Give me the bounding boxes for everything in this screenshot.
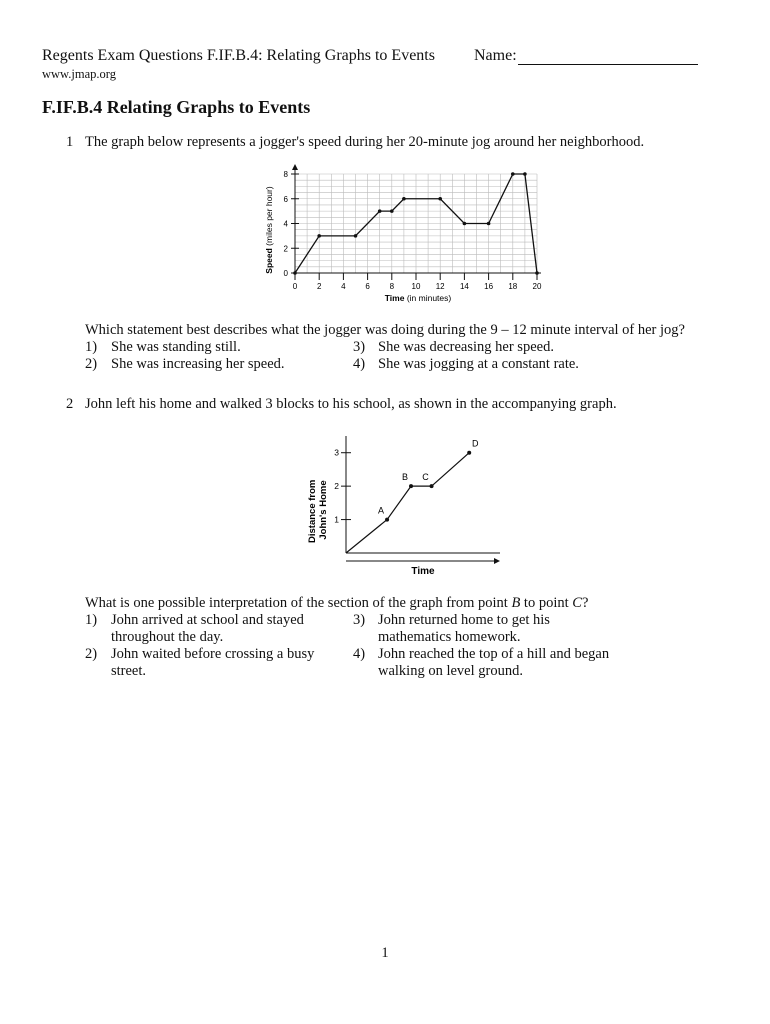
data-point [487, 222, 491, 226]
name-label: Name: [474, 47, 517, 64]
x-tick-label: 14 [459, 282, 469, 291]
question-2-prompt: What is one possible interpretation of the section of the graph from point B to point C? [85, 595, 589, 611]
chart2-points [378, 439, 479, 522]
q2-option-1-text: John arrived at school and stayed throughout the day. [111, 612, 304, 645]
data-point [390, 209, 394, 213]
point-b [409, 484, 413, 488]
y-tick-label: 6 [283, 194, 288, 204]
q2-option-4-text: John reached the top of a hill and began walking on level ground. [378, 646, 610, 679]
q2-option-3-text: John returned home to get his mathematics homework. [378, 612, 550, 645]
x-tick-label: 20 [532, 282, 542, 291]
chart2-tick-labels [334, 448, 339, 525]
y-tick-label: 8 [283, 170, 288, 179]
point-c [430, 484, 434, 488]
y-tick-label: 0 [283, 269, 288, 278]
data-point [293, 271, 297, 275]
x-tick-label: 6 [365, 282, 370, 291]
page-number: 1 [381, 945, 389, 961]
x-tick-label: 8 [389, 282, 395, 291]
q1-option-1-num: 1) [85, 339, 98, 355]
y-tick-label: 3 [334, 447, 339, 458]
data-point [317, 234, 321, 238]
question-1-number: 1 [66, 134, 74, 150]
q2-option-4-num: 4) [353, 646, 366, 662]
data-point [511, 172, 515, 176]
point-d [467, 451, 471, 455]
time-arrow-head [494, 558, 500, 564]
chart1-y-axis-label: Speed (miles per hour) [264, 186, 274, 274]
chart2-x-axis-label: Time [411, 566, 435, 577]
data-point [354, 234, 358, 238]
y-tick-label: 1 [334, 514, 339, 525]
chart2-y-axis-label: Distance from John's Home [307, 479, 329, 543]
q1-option-3-text: She was decreasing her speed. [378, 339, 554, 355]
chart2-series-line [346, 453, 469, 553]
q2-option-2-text: John waited before crossing a busy street. [111, 646, 315, 679]
chart1-grid [295, 174, 537, 273]
point-label-c: C [422, 472, 429, 483]
q2-option-2-num: 2) [85, 646, 98, 662]
q2-option-3-num: 3) [353, 612, 366, 628]
chart2-axes [341, 436, 500, 564]
data-point [402, 197, 406, 201]
jogger-speed-chart [255, 158, 555, 308]
x-tick-label: 16 [484, 282, 494, 291]
question-2-number: 2 [66, 396, 74, 412]
q1-option-1-text: She was standing still. [111, 339, 241, 355]
data-point [535, 271, 539, 275]
q1-option-3-num: 3) [353, 339, 366, 355]
y-tick-label: 2 [283, 244, 288, 254]
point-label-b: B [402, 472, 409, 483]
data-point [378, 209, 382, 213]
header-title: Regents Exam Questions F.IF.B.4: Relating Graphs to Events [42, 47, 435, 64]
q2-option-1-num: 1) [85, 612, 98, 628]
data-point [523, 172, 527, 176]
chart1-x-axis-label: Time (in minutes) [384, 293, 452, 303]
x-tick-label: 0 [292, 282, 298, 291]
point-a [385, 518, 389, 522]
john-distance-chart [300, 428, 510, 580]
question-1-prompt: Which statement best describes what the jogger was doing during the 9 – 12 minute interval of her jog? [85, 322, 685, 338]
x-tick-label: 2 [316, 282, 322, 291]
y-tick-label: 2 [334, 481, 339, 492]
y-axis-arrow [292, 164, 298, 170]
point-label-d: D [471, 438, 479, 449]
q1-option-2-num: 2) [85, 356, 98, 372]
x-tick-label: 10 [411, 282, 421, 291]
data-point [463, 222, 467, 226]
point-label-a: A [378, 505, 385, 516]
header-url: www.jmap.org [42, 67, 116, 81]
x-tick-label: 4 [341, 282, 346, 291]
x-tick-label: 18 [508, 282, 518, 291]
q1-option-4-num: 4) [353, 356, 366, 372]
name-line [518, 64, 698, 65]
data-point [438, 197, 442, 201]
section-title: F.IF.B.4 Relating Graphs to Events [42, 97, 311, 117]
y-tick-label: 4 [283, 219, 288, 229]
question-2-text: John left his home and walked 3 blocks to his school, as shown in the accompanying graph. [85, 396, 617, 412]
x-tick-label: 12 [435, 282, 445, 291]
q1-option-4-text: She was jogging at a constant rate. [378, 356, 579, 372]
question-1-text: The graph below represents a jogger's speed during her 20-minute jog around her neighborhood. [85, 134, 645, 150]
q1-option-2-text: She was increasing her speed. [111, 356, 285, 372]
